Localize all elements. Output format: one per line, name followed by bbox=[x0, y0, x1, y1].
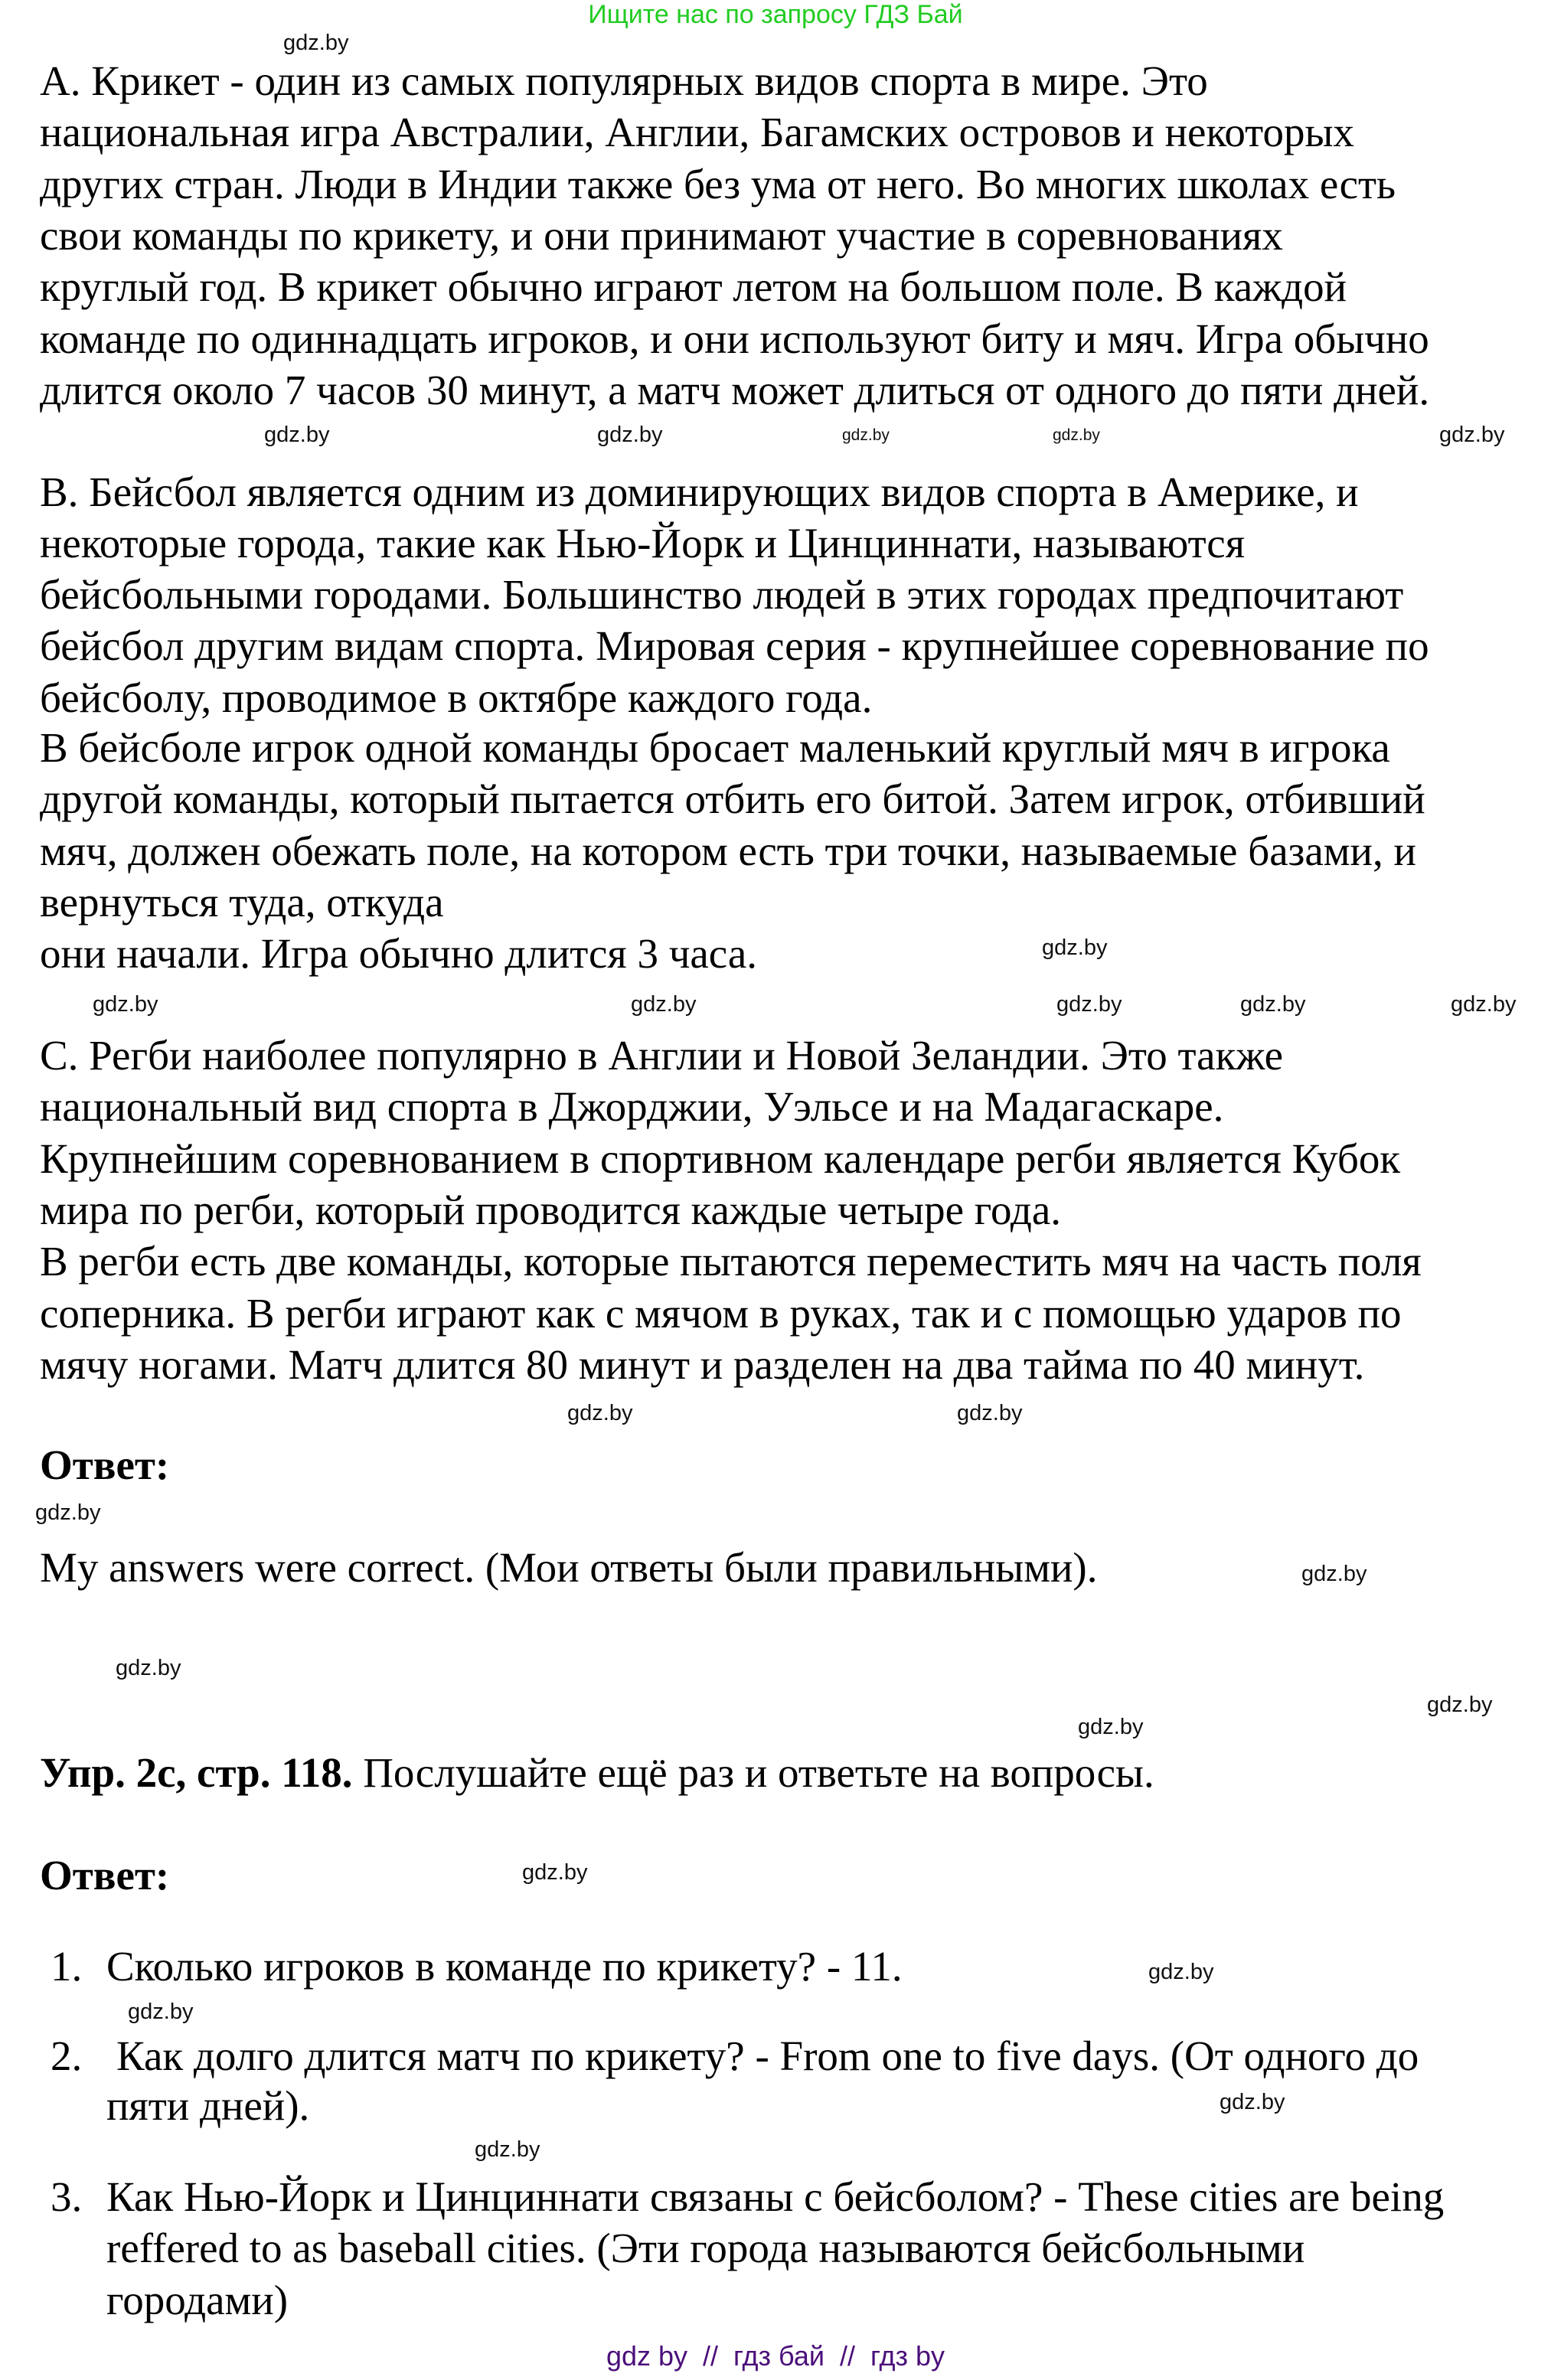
list-number: 1. bbox=[51, 1943, 83, 1990]
text-line: вернуться туда, откуда bbox=[40, 879, 444, 926]
list-item: пяти дней). bbox=[106, 2082, 310, 2129]
watermark: gdz.by bbox=[93, 992, 158, 1017]
list-item: Сколько игроков в команде по крикету? - 11. bbox=[106, 1943, 903, 1990]
text-line: команде по одиннадцать игроков, и они используют биту и мяч. Игра обычно bbox=[40, 315, 1429, 362]
text-line: национальный вид спорта в Джорджии, Уэльсе и на Мадагаскаре. bbox=[40, 1083, 1224, 1130]
watermark: gdz.by bbox=[116, 1656, 181, 1680]
text-line: B. Бейсбол является одним из доминирующих видов спорта в Америке, и bbox=[40, 468, 1359, 515]
text-line: мяч, должен обежать поле, на котором есть три точки, называемые базами, и bbox=[40, 828, 1416, 874]
exercise-label: Упр. 2с, стр. 118. bbox=[40, 1749, 353, 1796]
watermark: gdz.by bbox=[1427, 1693, 1493, 1717]
watermark: gdz.by bbox=[283, 31, 349, 55]
text-line: свои команды по крикету, и они принимают участие в соревнованиях bbox=[40, 212, 1283, 259]
list-number: 2. bbox=[51, 2032, 83, 2079]
text-line: они начали. Игра обычно длится 3 часа. bbox=[40, 930, 758, 977]
watermark: gdz.by bbox=[957, 1401, 1023, 1425]
watermark: gdz.by bbox=[1056, 992, 1122, 1017]
watermark: gdz.by bbox=[1053, 426, 1100, 444]
text-line: некоторые города, такие как Нью-Йорк и Цинциннати, называются bbox=[40, 520, 1245, 566]
watermark: gdz.by bbox=[522, 1860, 588, 1885]
header-banner: Ищите нас по запросу ГДЗ Бай bbox=[588, 0, 963, 29]
list-item: Как долго длится матч по крикету? - From one to five days. (От одного до bbox=[116, 2032, 1419, 2079]
answer-heading: Ответ: bbox=[40, 1852, 170, 1898]
watermark: gdz.by bbox=[1240, 992, 1306, 1017]
text-line: бейсбольными городами. Большинство людей в этих городах предпочитают bbox=[40, 571, 1404, 618]
watermark: gdz.by bbox=[264, 423, 330, 447]
list-item: reffered to as baseball cities. (Эти города называются бейсбольными bbox=[106, 2225, 1305, 2271]
watermark: gdz.by bbox=[597, 423, 663, 447]
watermark: gdz.by bbox=[1301, 1562, 1367, 1586]
footer-links: gdz by // гдз бай // гдз by bbox=[606, 2340, 945, 2372]
watermark: gdz.by bbox=[1148, 1960, 1214, 1984]
watermark: gdz.by bbox=[567, 1401, 633, 1425]
answer-text: My answers were correct. (Мои ответы были правильными). bbox=[40, 1544, 1098, 1591]
text-line: мячу ногами. Матч длится 80 минут и разделен на два тайма по 40 минут. bbox=[40, 1341, 1365, 1388]
watermark: gdz.by bbox=[1439, 423, 1505, 447]
text-line: C. Регби наиболее популярно в Англии и Новой Зеландии. Это также bbox=[40, 1032, 1284, 1079]
watermark: gdz.by bbox=[1042, 935, 1108, 960]
watermark: gdz.by bbox=[1451, 992, 1517, 1017]
text-line: соперника. В регби играют как с мячом в руках, так и с помощью ударов по bbox=[40, 1290, 1402, 1337]
text-line: мира по регби, который проводится каждые четыре года. bbox=[40, 1187, 1062, 1233]
answer-heading: Ответ: bbox=[40, 1441, 170, 1488]
text-line: круглый год. В крикет обычно играют летом на большом поле. В каждой bbox=[40, 263, 1347, 310]
list-item: городами) bbox=[106, 2277, 289, 2323]
watermark: gdz.by bbox=[475, 2137, 540, 2162]
watermark: gdz.by bbox=[1078, 1715, 1144, 1739]
text-line: других стран. Люди в Индии также без ума от него. Во многих школах есть bbox=[40, 161, 1396, 207]
list-item: Как Нью-Йорк и Цинциннати связаны с бейсболом? - These cities are being bbox=[106, 2173, 1445, 2220]
watermark: gdz.by bbox=[128, 2000, 194, 2024]
text-line: бейсболу, проводимое в октябре каждого года. bbox=[40, 674, 873, 721]
text-line: В регби есть две команды, которые пытаются переместить мяч на часть поля bbox=[40, 1238, 1422, 1285]
list-number: 3. bbox=[51, 2173, 83, 2220]
exercise-heading bbox=[40, 1750, 1154, 1796]
text-line: длится около 7 часов 30 минут, а матч может длиться от одного до пяти дней. bbox=[40, 367, 1430, 413]
text-line: национальная игра Австралии, Англии, Багамских островов и некоторых bbox=[40, 109, 1354, 155]
text-line: другой команды, который пытается отбить его битой. Затем игрок, отбивший bbox=[40, 775, 1425, 822]
text-line: Крупнейшим соревнованием в спортивном календаре регби является Кубок bbox=[40, 1135, 1401, 1182]
watermark: gdz.by bbox=[842, 426, 890, 444]
watermark: gdz.by bbox=[631, 992, 697, 1017]
text-line: бейсбол другим видам спорта. Мировая серия - крупнейшее соревнование по bbox=[40, 622, 1429, 669]
text-line: A. Крикет - один из самых популярных видов спорта в мире. Это bbox=[40, 57, 1208, 104]
watermark: gdz.by bbox=[1220, 2090, 1285, 2114]
text-line: В бейсболе игрок одной команды бросает маленький круглый мяч в игрока bbox=[40, 724, 1390, 771]
exercise-text: Послушайте ещё раз и ответьте на вопросы. bbox=[352, 1749, 1154, 1796]
watermark: gdz.by bbox=[35, 1500, 101, 1525]
